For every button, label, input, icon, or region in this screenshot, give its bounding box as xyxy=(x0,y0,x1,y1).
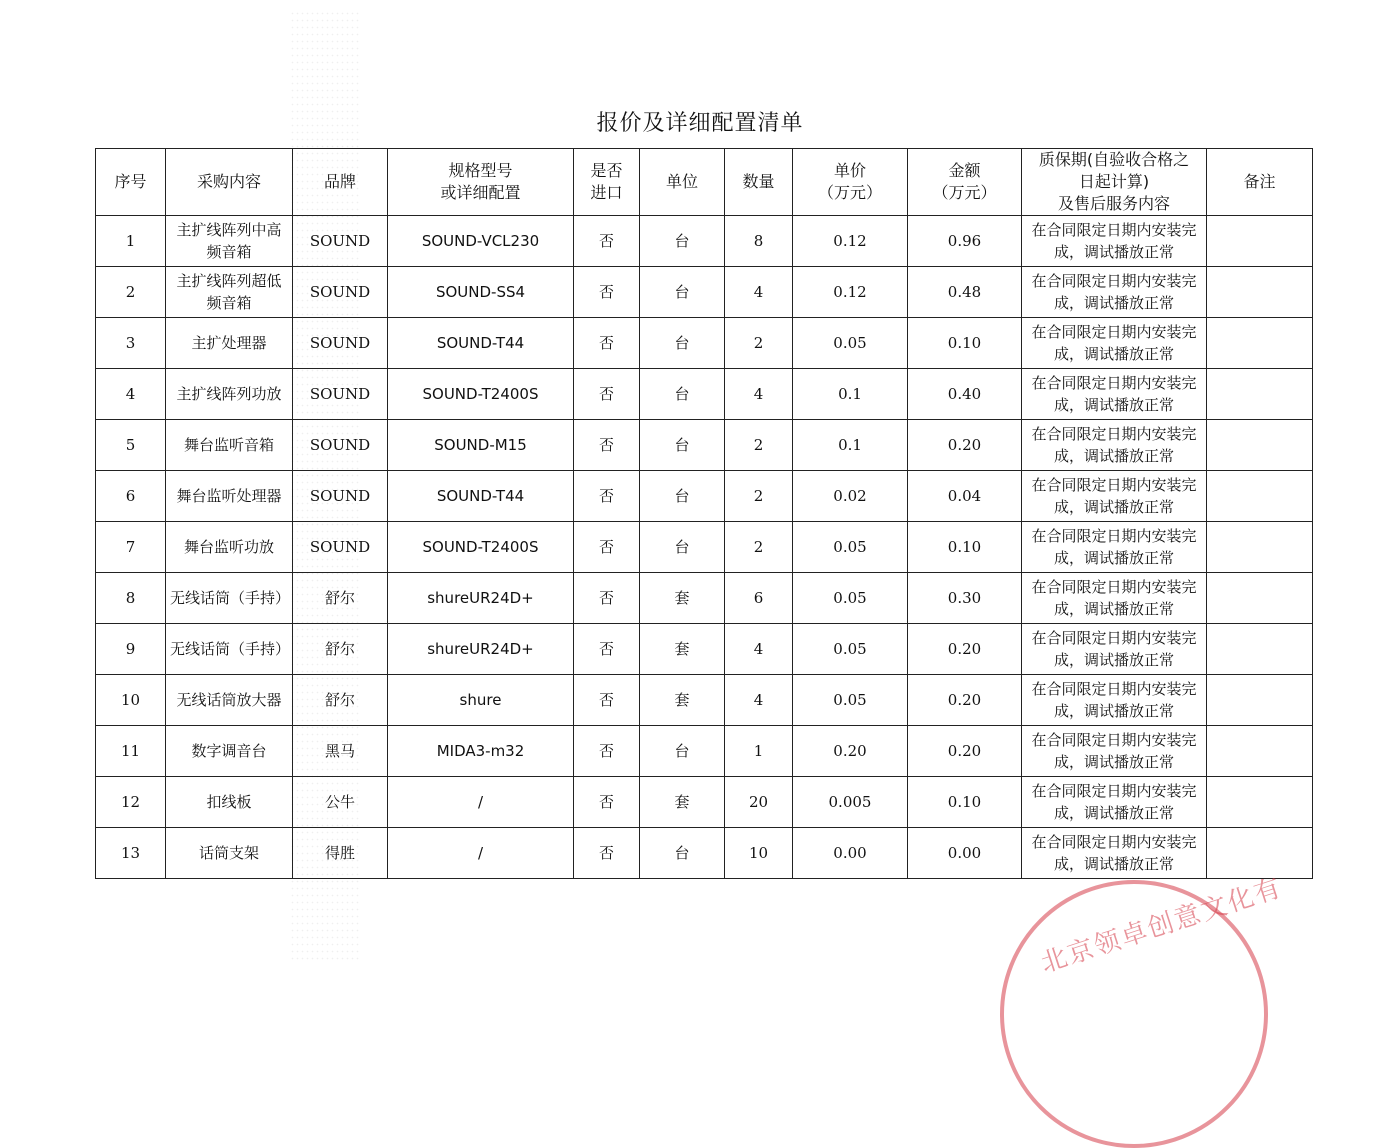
cell-qty: 20 xyxy=(725,777,793,828)
cell-amount: 0.20 xyxy=(908,726,1022,777)
cell-model: / xyxy=(388,777,574,828)
cell-qty: 2 xyxy=(725,420,793,471)
cell-price: 0.1 xyxy=(793,369,908,420)
table-row xyxy=(96,420,1313,471)
header-amount xyxy=(908,149,1022,216)
cell-imported: 否 xyxy=(574,573,640,624)
cell-unit: 台 xyxy=(640,318,725,369)
cell-remarks xyxy=(1207,624,1313,675)
cell-model: shure xyxy=(388,675,574,726)
table-row xyxy=(96,522,1313,573)
header-warranty-line2: 日起计算) xyxy=(1078,172,1150,191)
cell-amount: 0.30 xyxy=(908,573,1022,624)
cell-item: 舞台监听处理器 xyxy=(166,471,293,522)
cell-imported: 否 xyxy=(574,726,640,777)
cell-brand: 黑马 xyxy=(293,726,388,777)
cell-unit: 套 xyxy=(640,573,725,624)
cell-qty: 4 xyxy=(725,369,793,420)
cell-qty: 4 xyxy=(725,675,793,726)
header-amount-line2: （万元） xyxy=(932,183,997,202)
cell-brand: 舒尔 xyxy=(293,624,388,675)
cell-remarks xyxy=(1207,522,1313,573)
cell-model: SOUND-M15 xyxy=(388,420,574,471)
cell-index: 3 xyxy=(96,318,166,369)
table-body xyxy=(96,216,1313,879)
cell-unit: 台 xyxy=(640,471,725,522)
cell-unit: 套 xyxy=(640,777,725,828)
cell-amount: 0.40 xyxy=(908,369,1022,420)
cell-qty: 6 xyxy=(725,573,793,624)
cell-item: 舞台监听音箱 xyxy=(166,420,293,471)
cell-service: 在合同限定日期内安装完成，调试播放正常 xyxy=(1022,675,1207,726)
header-model-line2: 或详细配置 xyxy=(440,183,521,202)
cell-model: shureUR24D+ xyxy=(388,573,574,624)
cell-service: 在合同限定日期内安装完成，调试播放正常 xyxy=(1022,216,1207,267)
cell-unit: 台 xyxy=(640,828,725,879)
cell-item: 主扩处理器 xyxy=(166,318,293,369)
cell-item: 主扩线阵列功放 xyxy=(166,369,293,420)
header-item: 采购内容 xyxy=(166,149,293,216)
cell-remarks xyxy=(1207,216,1313,267)
cell-service: 在合同限定日期内安装完成，调试播放正常 xyxy=(1022,522,1207,573)
cell-model: SOUND-T44 xyxy=(388,471,574,522)
cell-brand: 公牛 xyxy=(293,777,388,828)
header-remarks: 备注 xyxy=(1207,149,1313,216)
cell-remarks xyxy=(1207,318,1313,369)
cell-index: 5 xyxy=(96,420,166,471)
cell-imported: 否 xyxy=(574,522,640,573)
cell-amount: 0.20 xyxy=(908,420,1022,471)
cell-remarks xyxy=(1207,777,1313,828)
cell-price: 0.005 xyxy=(793,777,908,828)
cell-price: 0.12 xyxy=(793,216,908,267)
header-warranty-line3: 及售后服务内容 xyxy=(1057,194,1170,213)
quote-table xyxy=(95,148,1313,879)
cell-qty: 8 xyxy=(725,216,793,267)
cell-item: 数字调音台 xyxy=(166,726,293,777)
cell-brand: SOUND xyxy=(293,471,388,522)
cell-imported: 否 xyxy=(574,828,640,879)
cell-unit: 套 xyxy=(640,675,725,726)
cell-index: 7 xyxy=(96,522,166,573)
header-brand: 品牌 xyxy=(293,149,388,216)
cell-service: 在合同限定日期内安装完成，调试播放正常 xyxy=(1022,369,1207,420)
header-imported-line2: 进口 xyxy=(590,183,623,202)
cell-brand: SOUND xyxy=(293,267,388,318)
cell-imported: 否 xyxy=(574,777,640,828)
table-row xyxy=(96,216,1313,267)
table-row xyxy=(96,828,1313,879)
cell-amount: 0.96 xyxy=(908,216,1022,267)
cell-qty: 2 xyxy=(725,522,793,573)
cell-model: SOUND-SS4 xyxy=(388,267,574,318)
table-row xyxy=(96,726,1313,777)
header-price-line1: 单价 xyxy=(833,161,866,180)
cell-unit: 台 xyxy=(640,522,725,573)
cell-item: 舞台监听功放 xyxy=(166,522,293,573)
cell-price: 0.05 xyxy=(793,522,908,573)
cell-qty: 2 xyxy=(725,471,793,522)
cell-index: 2 xyxy=(96,267,166,318)
cell-index: 11 xyxy=(96,726,166,777)
cell-unit: 套 xyxy=(640,624,725,675)
cell-model: SOUND-VCL230 xyxy=(388,216,574,267)
cell-imported: 否 xyxy=(574,216,640,267)
cell-remarks xyxy=(1207,267,1313,318)
cell-unit: 台 xyxy=(640,420,725,471)
cell-amount: 0.00 xyxy=(908,828,1022,879)
cell-qty: 4 xyxy=(725,624,793,675)
cell-item: 无线话筒（手持） xyxy=(166,573,293,624)
company-seal xyxy=(1000,880,1268,1148)
cell-price: 0.00 xyxy=(793,828,908,879)
cell-index: 10 xyxy=(96,675,166,726)
cell-service: 在合同限定日期内安装完成，调试播放正常 xyxy=(1022,573,1207,624)
cell-amount: 0.04 xyxy=(908,471,1022,522)
cell-qty: 2 xyxy=(725,318,793,369)
cell-remarks xyxy=(1207,828,1313,879)
header-imported xyxy=(574,149,640,216)
cell-unit: 台 xyxy=(640,369,725,420)
header-price-line2: （万元） xyxy=(817,183,882,202)
cell-amount: 0.20 xyxy=(908,624,1022,675)
cell-amount: 0.20 xyxy=(908,675,1022,726)
cell-qty: 1 xyxy=(725,726,793,777)
cell-index: 1 xyxy=(96,216,166,267)
header-model xyxy=(388,149,574,216)
cell-model: MIDA3-m32 xyxy=(388,726,574,777)
table-row xyxy=(96,624,1313,675)
cell-service: 在合同限定日期内安装完成，调试播放正常 xyxy=(1022,828,1207,879)
header-index: 序号 xyxy=(96,149,166,216)
cell-item: 无线话筒放大器 xyxy=(166,675,293,726)
cell-price: 0.12 xyxy=(793,267,908,318)
cell-service: 在合同限定日期内安装完成，调试播放正常 xyxy=(1022,318,1207,369)
cell-index: 4 xyxy=(96,369,166,420)
cell-brand: 舒尔 xyxy=(293,675,388,726)
cell-remarks xyxy=(1207,726,1313,777)
cell-item: 扣线板 xyxy=(166,777,293,828)
cell-index: 6 xyxy=(96,471,166,522)
cell-service: 在合同限定日期内安装完成，调试播放正常 xyxy=(1022,471,1207,522)
cell-imported: 否 xyxy=(574,624,640,675)
cell-service: 在合同限定日期内安装完成，调试播放正常 xyxy=(1022,420,1207,471)
cell-price: 0.1 xyxy=(793,420,908,471)
cell-remarks xyxy=(1207,573,1313,624)
cell-brand: SOUND xyxy=(293,522,388,573)
cell-amount: 0.48 xyxy=(908,267,1022,318)
cell-item: 主扩线阵列中高频音箱 xyxy=(166,216,293,267)
cell-brand: SOUND xyxy=(293,318,388,369)
cell-model: SOUND-T2400S xyxy=(388,522,574,573)
cell-amount: 0.10 xyxy=(908,522,1022,573)
header-warranty xyxy=(1022,149,1207,216)
cell-price: 0.05 xyxy=(793,318,908,369)
cell-index: 8 xyxy=(96,573,166,624)
cell-imported: 否 xyxy=(574,318,640,369)
cell-imported: 否 xyxy=(574,471,640,522)
cell-price: 0.20 xyxy=(793,726,908,777)
table-row xyxy=(96,471,1313,522)
table-row xyxy=(96,267,1313,318)
cell-price: 0.05 xyxy=(793,675,908,726)
header-model-line1: 规格型号 xyxy=(448,161,513,180)
table-row xyxy=(96,675,1313,726)
cell-model: SOUND-T2400S xyxy=(388,369,574,420)
cell-unit: 台 xyxy=(640,726,725,777)
document-title: 报价及详细配置清单 xyxy=(596,111,804,136)
cell-brand: 舒尔 xyxy=(293,573,388,624)
header-price xyxy=(793,149,908,216)
cell-index: 13 xyxy=(96,828,166,879)
cell-remarks xyxy=(1207,369,1313,420)
cell-item: 主扩线阵列超低频音箱 xyxy=(166,267,293,318)
cell-amount: 0.10 xyxy=(908,318,1022,369)
company-seal-text: 北京领卓创意文化有 xyxy=(1037,872,1287,980)
table-row xyxy=(96,369,1313,420)
cell-item: 无线话筒（手持） xyxy=(166,624,293,675)
cell-amount: 0.10 xyxy=(908,777,1022,828)
cell-price: 0.05 xyxy=(793,624,908,675)
header-amount-line1: 金额 xyxy=(948,161,981,180)
cell-price: 0.02 xyxy=(793,471,908,522)
table-row xyxy=(96,777,1313,828)
cell-unit: 台 xyxy=(640,267,725,318)
cell-imported: 否 xyxy=(574,675,640,726)
cell-unit: 台 xyxy=(640,216,725,267)
cell-service: 在合同限定日期内安装完成，调试播放正常 xyxy=(1022,777,1207,828)
header-unit: 单位 xyxy=(640,149,725,216)
cell-model: SOUND-T44 xyxy=(388,318,574,369)
cell-qty: 4 xyxy=(725,267,793,318)
cell-model: shureUR24D+ xyxy=(388,624,574,675)
cell-brand: SOUND xyxy=(293,216,388,267)
cell-index: 12 xyxy=(96,777,166,828)
cell-remarks xyxy=(1207,675,1313,726)
cell-service: 在合同限定日期内安装完成，调试播放正常 xyxy=(1022,267,1207,318)
table-header-row xyxy=(96,149,1313,216)
cell-imported: 否 xyxy=(574,420,640,471)
header-warranty-line1: 质保期(自验收合格之 xyxy=(1038,150,1190,169)
cell-brand: SOUND xyxy=(293,369,388,420)
cell-service: 在合同限定日期内安装完成，调试播放正常 xyxy=(1022,726,1207,777)
cell-imported: 否 xyxy=(574,369,640,420)
table-row xyxy=(96,573,1313,624)
header-imported-line1: 是否 xyxy=(590,161,623,180)
cell-qty: 10 xyxy=(725,828,793,879)
cell-index: 9 xyxy=(96,624,166,675)
cell-brand: 得胜 xyxy=(293,828,388,879)
cell-brand: SOUND xyxy=(293,420,388,471)
cell-item: 话筒支架 xyxy=(166,828,293,879)
cell-price: 0.05 xyxy=(793,573,908,624)
cell-remarks xyxy=(1207,420,1313,471)
cell-model: / xyxy=(388,828,574,879)
cell-service: 在合同限定日期内安装完成，调试播放正常 xyxy=(1022,624,1207,675)
header-qty: 数量 xyxy=(725,149,793,216)
cell-imported: 否 xyxy=(574,267,640,318)
table-row xyxy=(96,318,1313,369)
cell-remarks xyxy=(1207,471,1313,522)
